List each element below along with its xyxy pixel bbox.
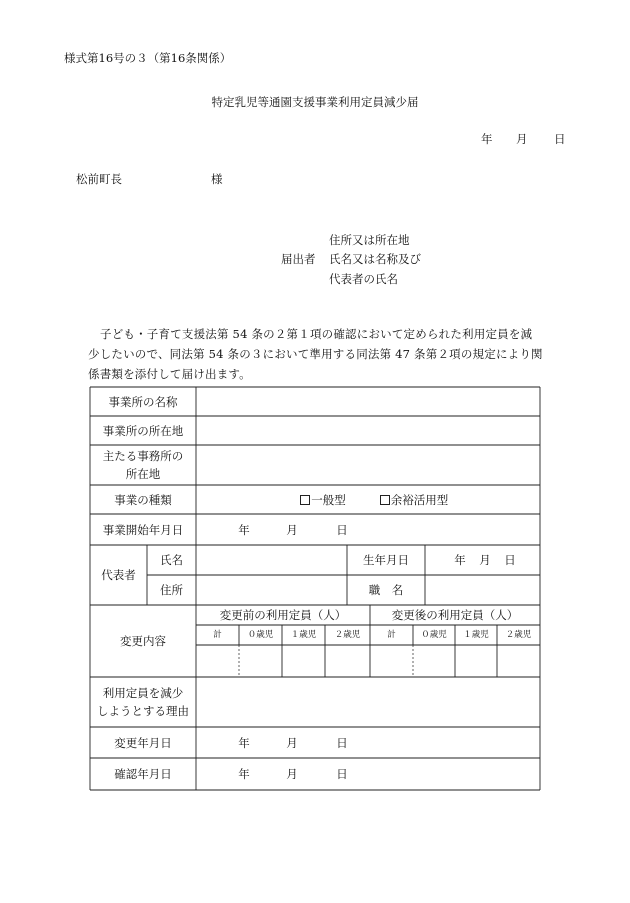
reason-label-line2: しようとする理由 (97, 704, 189, 718)
facility-name-label: 事業所の名称 (108, 394, 178, 409)
date-month-label: 月 (516, 132, 528, 146)
facility-location-field[interactable] (196, 416, 540, 445)
applicant-role-label: 届出者 (281, 252, 316, 266)
representative-label: 代表者 (101, 568, 136, 582)
birth-year: 年 (454, 553, 466, 567)
birth-day: 日 (504, 553, 516, 567)
type-spare-option[interactable] (374, 485, 454, 514)
business-type-label: 事業の種類 (114, 492, 172, 507)
capacity-after-header: 変更後の利用定員（人） (391, 608, 519, 622)
type-general-option[interactable] (288, 485, 358, 514)
before-total-header: 計 (213, 630, 222, 640)
checkbox-spare[interactable] (380, 495, 390, 505)
change-content-label: 変更内容 (120, 634, 166, 648)
rep-address-field[interactable] (196, 575, 347, 605)
applicant-name-label: 氏名又は名称及び (329, 252, 421, 266)
form-number: 様式第16号の３（第16条関係） (64, 51, 232, 65)
before-age2-header: ２歳児 (334, 630, 361, 640)
facility-name-field[interactable] (196, 387, 540, 416)
before-age0-header: ０歳児 (247, 630, 274, 640)
start-date-day: 日 (336, 522, 348, 537)
before-age1-header: １歳児 (290, 630, 317, 640)
rep-name-field[interactable] (196, 545, 347, 575)
position-label: 職 名 (368, 583, 404, 597)
change-date-day: 日 (336, 735, 348, 750)
after-age0-header: ０歳児 (421, 630, 447, 640)
change-date-month: 月 (286, 735, 298, 750)
start-date-year: 年 (238, 522, 250, 537)
change-date-year: 年 (238, 735, 250, 750)
document-title: 特定乳児等通園支援事業利用定員減少届 (211, 95, 419, 109)
addressee-suffix: 様 (211, 172, 223, 186)
after-total-header: 計 (387, 630, 396, 640)
confirm-date-label: 確認年月日 (114, 767, 172, 781)
checkbox-general[interactable] (300, 495, 310, 505)
change-date-label: 変更年月日 (114, 735, 172, 750)
birth-month: 月 (479, 553, 491, 567)
date-day-label: 日 (554, 132, 566, 146)
confirm-date-day: 日 (336, 767, 348, 781)
rep-name-label: 氏名 (160, 553, 183, 567)
main-office-label-line1: 主たる事務所の (102, 449, 184, 463)
start-date-month: 月 (286, 522, 298, 537)
after-age1-header: １歳児 (463, 630, 489, 640)
applicant-rep-label: 代表者の氏名 (329, 272, 398, 286)
start-date-label: 事業開始年月日 (102, 522, 184, 537)
reason-label (90, 677, 196, 727)
date-year-label: 年 (481, 132, 493, 146)
confirm-date-year: 年 (238, 767, 250, 781)
main-office-label-line2: 所在地 (125, 467, 161, 481)
reason-field[interactable] (196, 677, 540, 727)
body-paragraph: 子ども・子育て支援法第 54 条の２第１項の確認において定められた利用定員を減少したいので、同法第 54 条の３において準用する同法第 47 条第２項の規定により関係書類を添付して届け出ます。 (88, 327, 543, 381)
facility-location-label: 事業所の所在地 (102, 423, 184, 438)
birth-date-label: 生年月日 (363, 553, 409, 567)
confirm-date-month: 月 (286, 767, 298, 781)
applicant-address-label: 住所又は所在地 (329, 233, 410, 247)
type-spare-label: 余裕活用型 (390, 492, 449, 507)
reason-label-line1: 利用定員を減少 (102, 686, 184, 700)
rep-address-label: 住所 (160, 583, 183, 597)
addressee: 松前町長 (76, 172, 122, 186)
main-office-field[interactable] (196, 445, 540, 485)
type-general-label: 一般型 (311, 492, 346, 507)
after-age2-header: ２歳児 (505, 630, 532, 640)
position-field[interactable] (425, 575, 540, 605)
capacity-before-header: 変更前の利用定員（人） (219, 608, 347, 622)
main-office-label (90, 445, 196, 485)
